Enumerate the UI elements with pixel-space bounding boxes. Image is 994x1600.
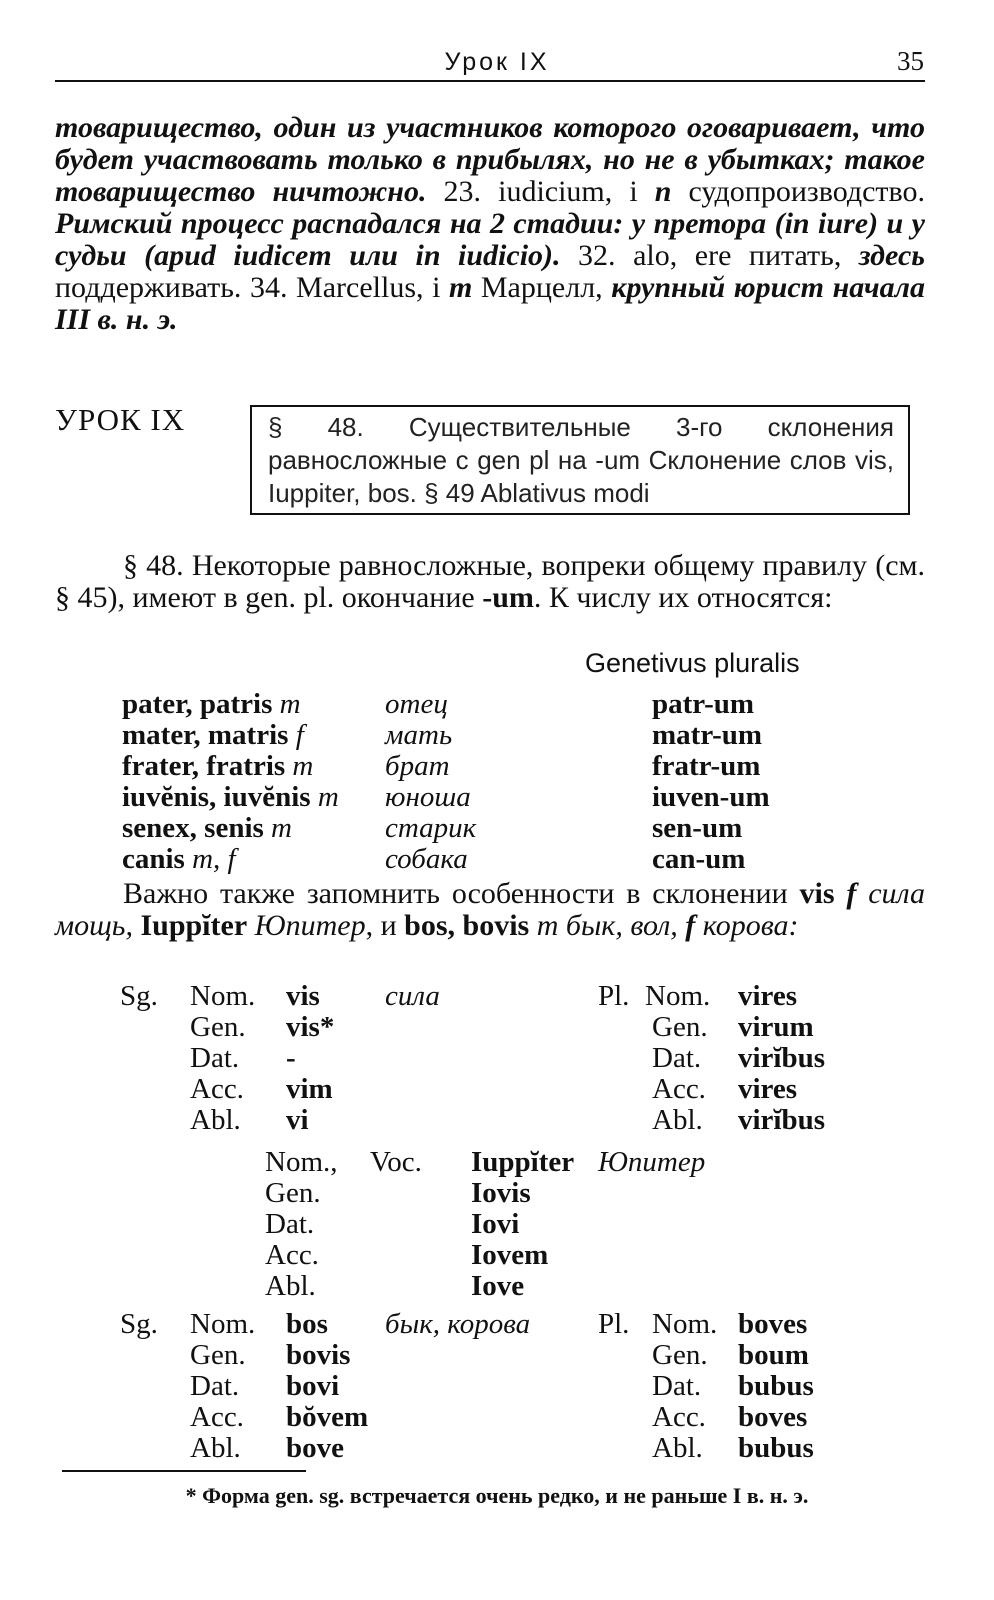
- case-form: bubus: [738, 1432, 814, 1464]
- text-run: [529, 909, 537, 942]
- case-form: virĭbus: [738, 1042, 826, 1074]
- text-run: Юпитер: [247, 909, 366, 942]
- text-run: товарищество, один из участников которого оговаривает, что будет участвовать только в прибылях, но не в убытках; такое товарищество ничтожно.: [55, 111, 925, 208]
- case-form: vim: [286, 1073, 333, 1105]
- text-run: корова:: [695, 909, 799, 942]
- case-form: bovi: [286, 1370, 340, 1402]
- genitive-plural: sen-um: [652, 812, 743, 844]
- case-form: -: [286, 1042, 296, 1074]
- important-paragraph: [55, 878, 925, 942]
- translation: мать: [385, 719, 453, 751]
- text-run: n: [654, 175, 672, 208]
- latin-word: iuvĕnis, iuvĕnis m: [122, 781, 339, 813]
- case-form: virĭbus: [738, 1104, 826, 1136]
- gender: m: [279, 688, 301, 720]
- text-run: Важно также запомнить особенности в склонении: [123, 877, 800, 910]
- case-label: Acc.: [652, 1073, 706, 1105]
- case-form: vis*: [286, 1011, 335, 1043]
- latin-word: frater, fratris m: [122, 750, 314, 782]
- meaning: Юпитер: [598, 1146, 706, 1178]
- case-form: Iovis: [471, 1177, 531, 1209]
- case-label: Acc.: [190, 1401, 244, 1433]
- genitive-plural: iuven-um: [652, 781, 770, 813]
- text-run: . К числу их относятся:: [533, 581, 833, 614]
- footnote-rule: [62, 1470, 306, 1472]
- latin-word: pater, patris m: [122, 688, 301, 720]
- text-run: здесь: [858, 239, 925, 272]
- commentary-notes: [55, 112, 925, 336]
- translation: отец: [385, 688, 448, 720]
- case-label: Abl.: [190, 1432, 241, 1464]
- case-label: Abl.: [652, 1104, 703, 1136]
- case-label: Abl.: [265, 1270, 316, 1302]
- case-label: Gen.: [190, 1339, 246, 1371]
- case-label: Gen.: [265, 1177, 321, 1209]
- genitive-plural: can-um: [652, 843, 746, 875]
- sg-label: Sg.: [120, 980, 158, 1012]
- text-run: 32. alo, ere питать,: [560, 239, 859, 272]
- case-label: Gen.: [652, 1339, 708, 1371]
- text-run: [835, 877, 847, 910]
- case-form: bovis: [286, 1339, 351, 1371]
- case-label: Dat.: [652, 1042, 702, 1074]
- case-form: bubus: [738, 1370, 814, 1402]
- gender: m: [271, 812, 292, 844]
- text-run: сила мощь,: [55, 877, 926, 942]
- genitive-plural: matr-um: [652, 719, 763, 751]
- meaning: бык, корова: [385, 1308, 531, 1340]
- latin-word: canis m, f: [122, 843, 236, 875]
- case-label: Acc.: [190, 1073, 244, 1105]
- genitivus-pluralis-heading: Genetivus pluralis: [585, 648, 800, 678]
- case-label: Nom.: [190, 1308, 256, 1340]
- text-run: Римский процесс распадался на 2 стадии: у претора (in iure) и у судьи (apud iudicem или in iudicio).: [55, 207, 925, 272]
- text-run: m: [448, 271, 473, 304]
- genitive-plural: fratr-um: [652, 750, 761, 782]
- case-label: Acc.: [265, 1239, 319, 1271]
- case-label: Nom.: [190, 980, 256, 1012]
- translation: старик: [385, 812, 477, 844]
- sg-label: Sg.: [120, 1308, 158, 1340]
- case-form: vires: [738, 1073, 798, 1105]
- text-run: bos, bovis: [404, 909, 530, 942]
- text-run: судопроизводство.: [671, 175, 926, 208]
- case-form: boves: [738, 1308, 808, 1340]
- text-run: Iuppĭter: [140, 909, 248, 942]
- translation: собака: [385, 843, 468, 875]
- case-label: Gen.: [190, 1011, 246, 1043]
- case-form: boum: [738, 1339, 809, 1371]
- case-form: virum: [738, 1011, 814, 1043]
- meaning: сила: [385, 980, 440, 1012]
- case-form: bos: [286, 1308, 328, 1340]
- text-run: Марцелл,: [472, 271, 612, 304]
- text-run: 23. iudicium, i: [426, 175, 655, 208]
- page-number: 35: [897, 46, 924, 76]
- case-form: boves: [738, 1401, 808, 1433]
- case-label: Abl.: [652, 1432, 703, 1464]
- lesson-summary-box: § 48. Существительные 3-го склонения равносложные с gen pl на -um Склонение слов vis, Iuppiter, bos. § 49 Ablativus modi: [250, 405, 910, 515]
- gender: m: [292, 750, 314, 782]
- text-run: m бык, вол,: [536, 909, 686, 942]
- latin-word: senex, senis m: [122, 812, 292, 844]
- text-run: -um: [482, 581, 534, 614]
- case-form: vi: [286, 1104, 309, 1136]
- case-form: Iove: [471, 1270, 525, 1302]
- case-label: Abl.: [190, 1104, 241, 1136]
- genitive-plural: patr-um: [652, 688, 755, 720]
- case-form: vis: [286, 980, 320, 1012]
- translation: брат: [385, 750, 450, 782]
- case-label: Dat.: [190, 1370, 240, 1402]
- pl-label: Pl.: [598, 980, 630, 1012]
- pl-label: Pl.: [598, 1308, 630, 1340]
- running-header: Урок IX: [444, 48, 550, 76]
- case-label: Nom.,: [265, 1146, 338, 1178]
- case-label: Nom.: [645, 980, 711, 1012]
- text-run: f: [685, 909, 696, 942]
- translation: юноша: [385, 781, 471, 813]
- case-label: Acc.: [652, 1401, 706, 1433]
- case-label: Voc.: [370, 1146, 422, 1178]
- text-run: vis: [799, 877, 835, 910]
- case-form: Iuppĭter: [471, 1146, 575, 1178]
- case-form: Iovi: [471, 1208, 520, 1240]
- case-label: Nom.: [652, 1308, 718, 1340]
- text-run: крупный юрист начала III в. н. э.: [55, 271, 925, 336]
- case-form: bove: [286, 1432, 344, 1464]
- case-label: Dat.: [190, 1042, 240, 1074]
- text-run: § 48. Некоторые равносложные, вопреки общему правилу (см. § 45), имеют в gen. pl. окончание: [55, 549, 925, 614]
- gender: m: [317, 781, 339, 813]
- section-48-paragraph: [55, 550, 925, 614]
- gender: m, f: [192, 843, 236, 875]
- text-run: поддерживать. 34. Marcellus, i: [55, 271, 449, 304]
- header-rule: [55, 80, 925, 82]
- latin-word: mater, matris f: [122, 719, 304, 751]
- footnote: * Форма gen. sg. встречается очень редко, и не раньше I в. н. э.: [185, 1483, 809, 1508]
- gender: f: [295, 719, 304, 751]
- case-label: Gen.: [652, 1011, 708, 1043]
- case-form: vires: [738, 980, 798, 1012]
- case-label: Dat.: [652, 1370, 702, 1402]
- case-label: Dat.: [265, 1208, 315, 1240]
- case-form: Iovem: [471, 1239, 549, 1271]
- case-form: bŏvem: [286, 1401, 369, 1433]
- text-run: f: [846, 877, 857, 910]
- lesson-heading: УРОК IX: [55, 402, 186, 437]
- text-run: , и: [365, 909, 405, 942]
